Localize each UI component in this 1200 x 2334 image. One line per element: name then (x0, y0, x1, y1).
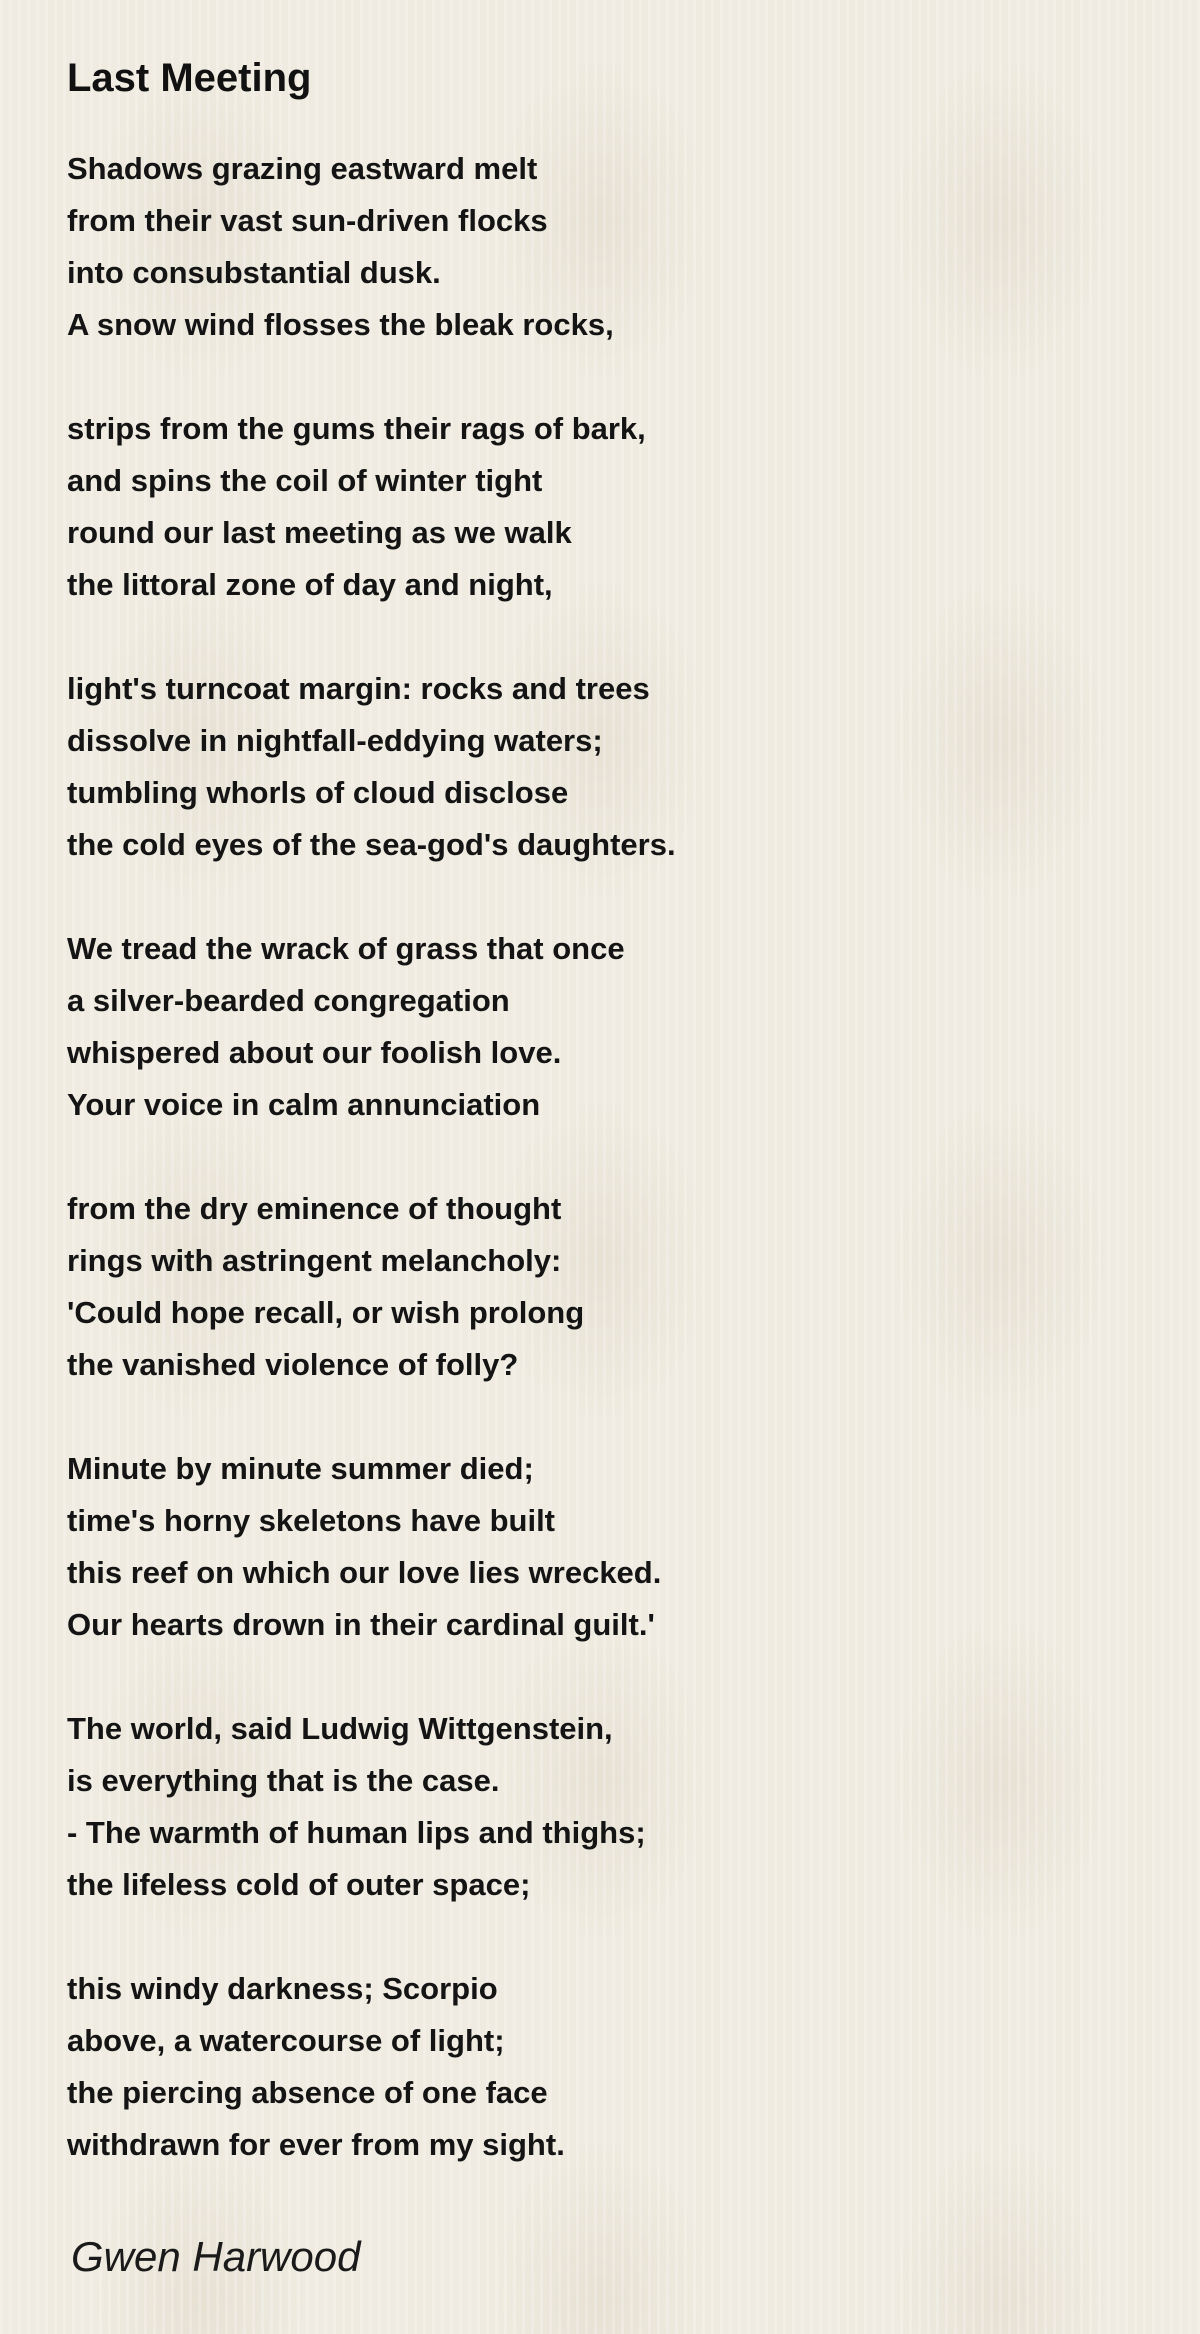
stanza-6 (67, 1443, 1147, 1651)
poem-line: Minute by minute summer died; (67, 1451, 534, 1486)
poem-line: the cold eyes of the sea-god's daughters. (67, 827, 676, 862)
poem-line: the vanished violence of folly? (67, 1347, 519, 1382)
poem-author: Gwen Harwood (71, 2233, 361, 2280)
poem-line: strips from the gums their rags of bark, (67, 411, 646, 446)
poem-line: the piercing absence of one face (67, 2075, 548, 2110)
poem-line: and spins the coil of winter tight (67, 463, 543, 498)
poem-line: this reef on which our love lies wrecked. (67, 1555, 662, 1590)
poem-line: this windy darkness; Scorpio (67, 1971, 498, 2006)
poem-line: the littoral zone of day and night, (67, 567, 553, 602)
stanza-7 (67, 1703, 1147, 1911)
stanza-1 (67, 143, 1147, 351)
stanza-5 (67, 1183, 1147, 1391)
poem-line: The world, said Ludwig Wittgenstein, (67, 1711, 613, 1746)
stanza-3 (67, 663, 1147, 871)
stanza-8 (67, 1963, 1147, 2171)
poem-line: above, a watercourse of light; (67, 2023, 505, 2058)
poem-line: is everything that is the case. (67, 1763, 500, 1798)
poem-line: Shadows grazing eastward melt (67, 151, 538, 186)
poem-line: We tread the wrack of grass that once (67, 931, 625, 966)
poem-line: from their vast sun-driven flocks (67, 203, 548, 238)
poem-line: Our hearts drown in their cardinal guilt.' (67, 1607, 655, 1642)
poem-line: - The warmth of human lips and thighs; (67, 1815, 646, 1850)
poem-line: Your voice in calm annunciation (67, 1087, 541, 1122)
poem-container (67, 48, 1147, 2171)
poem-line: 'Could hope recall, or wish prolong (67, 1295, 585, 1330)
poem-line: a silver-bearded congregation (67, 983, 510, 1018)
poem-line: dissolve in nightfall-eddying waters; (67, 723, 603, 758)
stanza-2 (67, 403, 1147, 611)
poem-title: Last Meeting (67, 56, 312, 100)
poem-line: round our last meeting as we walk (67, 515, 572, 550)
poem-line: time's horny skeletons have built (67, 1503, 556, 1538)
poem-line: withdrawn for ever from my sight. (67, 2127, 565, 2162)
poem-line: into consubstantial dusk. (67, 255, 441, 290)
stanza-4 (67, 923, 1147, 1131)
poem-line: whispered about our foolish love. (67, 1035, 562, 1070)
poem-line: from the dry eminence of thought (67, 1191, 562, 1226)
poem-line: the lifeless cold of outer space; (67, 1867, 531, 1902)
poem-line: tumbling whorls of cloud disclose (67, 775, 569, 810)
poem-line: A snow wind flosses the bleak rocks, (67, 307, 614, 342)
poem-line: rings with astringent melancholy: (67, 1243, 562, 1278)
poem-line: light's turncoat margin: rocks and trees (67, 671, 650, 706)
